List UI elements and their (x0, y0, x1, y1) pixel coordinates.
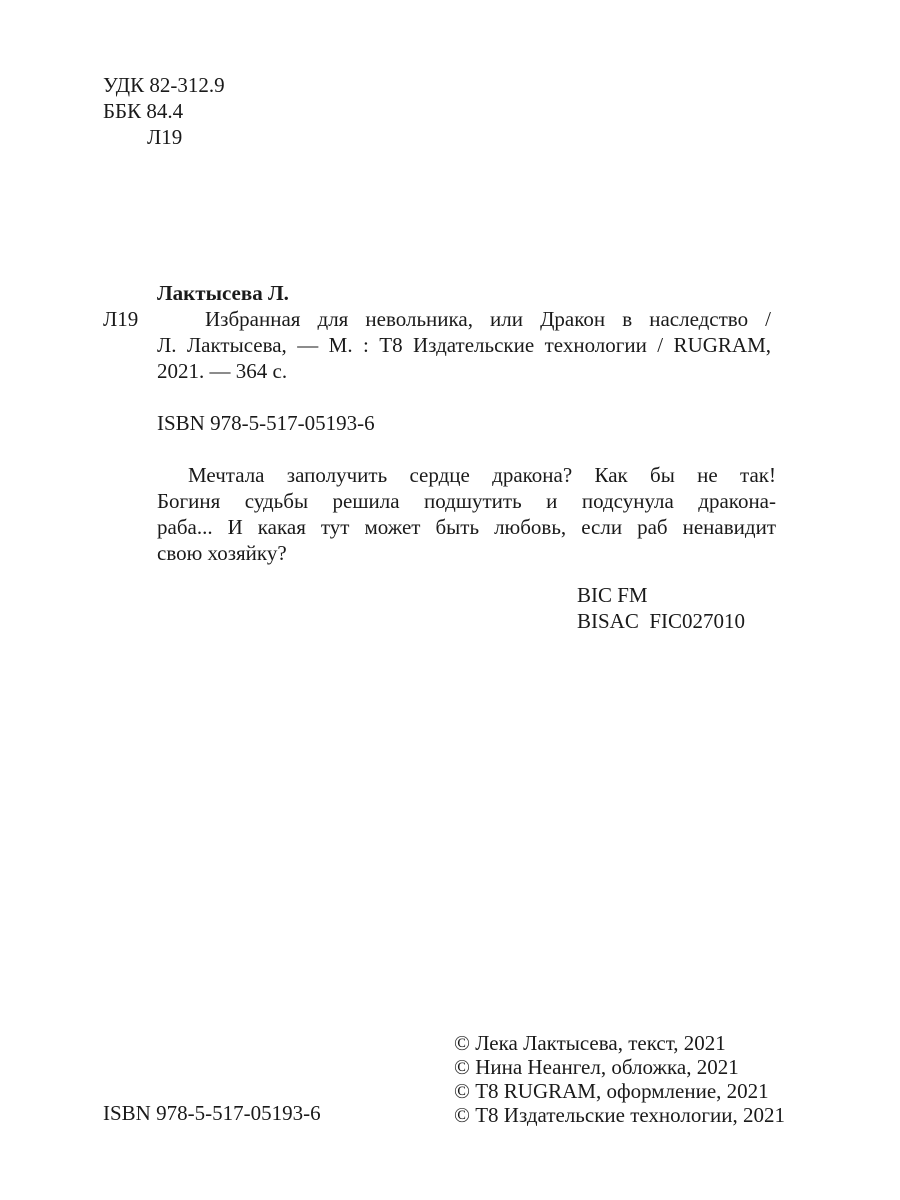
footer-isbn: ISBN 978-5-517-05193-6 (103, 1101, 321, 1125)
bbk-code: ББК 84.4 (103, 99, 184, 123)
copyright-text: © Лека Лактысева, текст, 2021 (454, 1031, 726, 1055)
annotation-line-4: свою хозяйку? (157, 541, 287, 565)
copyright-cover: © Нина Неангел, обложка, 2021 (454, 1055, 739, 1079)
annotation-line-1: Мечтала заполучить сердце дракона? Как бы не так! (188, 463, 776, 487)
isbn-record: ISBN 978-5-517-05193-6 (157, 411, 375, 435)
side-author-mark: Л19 (103, 307, 139, 331)
copyright-publisher: © Т8 Издательские технологии, 2021 (454, 1103, 785, 1127)
udk-code: УДК 82-312.9 (103, 73, 225, 97)
description-line-1: Избранная для невольника, или Дракон в наследство / (205, 307, 771, 331)
description-line-2: Л. Лактысева, — М. : Т8 Издательские технологии / RUGRAM, (157, 333, 771, 357)
bic-code: BIC FM (577, 583, 648, 607)
bisac-code: BISAC FIC027010 (577, 609, 746, 633)
annotation-line-3: раба... И какая тут может быть любовь, если раб ненавидит (157, 515, 776, 539)
annotation-line-2: Богиня судьбы решила подшутить и подсунула дракона- (157, 489, 776, 513)
author-heading: Лактысева Л. (157, 281, 289, 305)
author-mark: Л19 (147, 125, 183, 149)
description-line-3: 2021. — 364 с. (157, 359, 288, 383)
copyright-design: © Т8 RUGRAM, оформление, 2021 (454, 1079, 769, 1103)
